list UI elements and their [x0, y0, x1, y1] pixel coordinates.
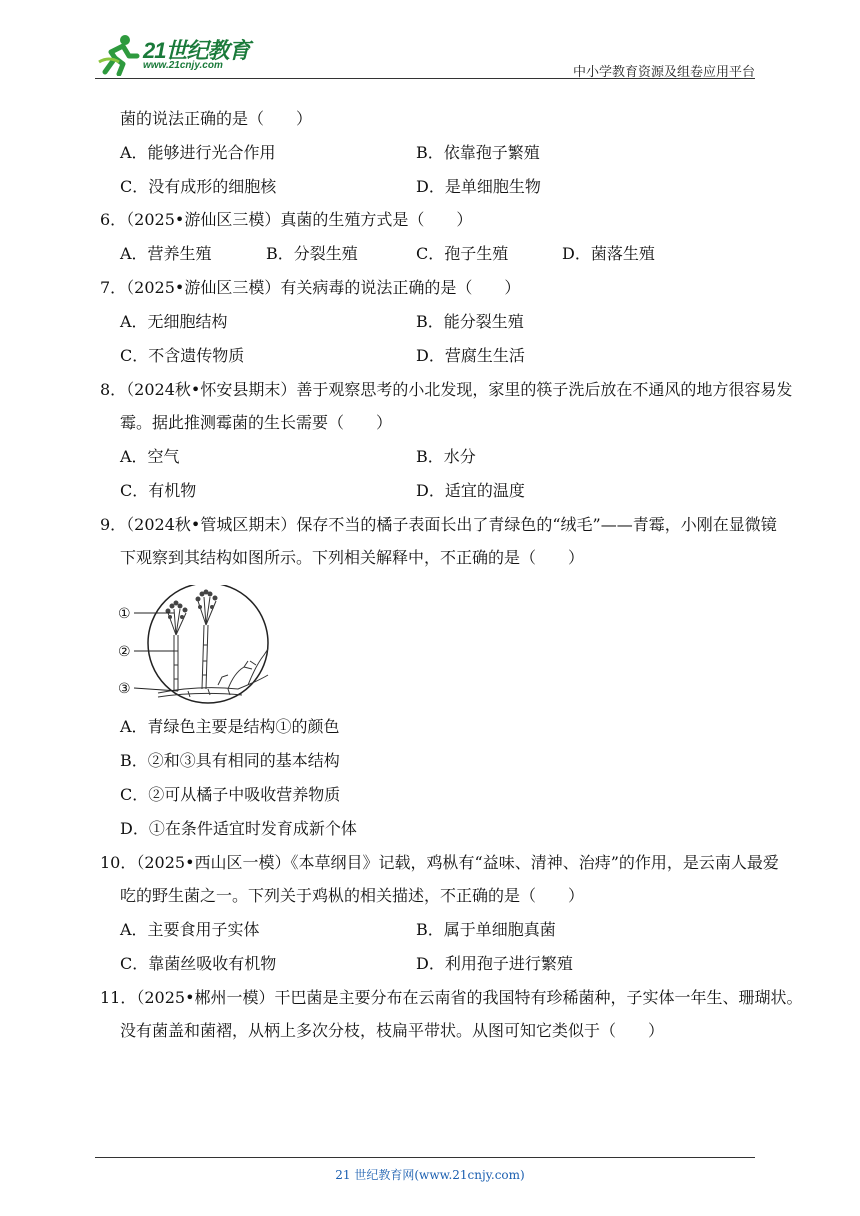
q9-stem-line2: 下观察到其结构如图所示。下列相关解释中，不正确的是（ ） — [120, 548, 585, 567]
q10-option-b[interactable]: B．属于单细胞真菌 — [416, 920, 556, 939]
q9-stem-line1: 9．（2024秋•管城区期末）保存不当的橘子表面长出了青绿色的“绒毛”——青霉，小刚在显微镜 — [100, 515, 777, 534]
q5-stem: 菌的说法正确的是（ ） — [120, 109, 313, 128]
q10-option-c[interactable]: C．靠菌丝吸收有机物 — [120, 954, 277, 973]
q7-option-c[interactable]: C．不含遗传物质 — [120, 346, 245, 365]
q10-stem-line1: 10．（2025•西山区一模）《本草纲目》记载，鸡枞有“益味、清神、治痔”的作用，是云南人最爱 — [100, 853, 779, 872]
q9-option-b[interactable]: B．②和③具有相同的基本结构 — [120, 751, 340, 770]
footer-link[interactable]: 21 世纪教育网(www.21cnjy.com) — [335, 1168, 525, 1182]
q6-option-b[interactable]: B．分裂生殖 — [266, 244, 358, 263]
q5-option-a[interactable]: A．能够进行光合作用 — [120, 143, 276, 162]
q9-option-d[interactable]: D．①在条件适宜时发育成新个体 — [120, 819, 357, 838]
q7-stem: 7．（2025•游仙区三模）有关病毒的说法正确的是（ ） — [100, 278, 521, 297]
q9-option-a[interactable]: A．青绿色主要是结构①的颜色 — [120, 717, 340, 736]
q6-option-c[interactable]: C．孢子生殖 — [416, 244, 509, 263]
q8-stem-line1: 8．（2024秋•怀安县期末）善于观察思考的小北发现，家里的筷子洗后放在不通风的地方很容易发 — [100, 380, 793, 399]
q7-option-b[interactable]: B．能分裂生殖 — [416, 312, 524, 331]
q5-option-d[interactable]: D．是单细胞生物 — [416, 177, 541, 196]
site-logo[interactable] — [95, 32, 265, 76]
q5-option-b[interactable]: B．依靠孢子繁殖 — [416, 143, 540, 162]
figure-label-1: ① — [118, 606, 131, 622]
q10-option-d[interactable]: D．利用孢子进行繁殖 — [416, 954, 573, 973]
figure-label-2: ② — [118, 644, 131, 660]
q8-option-a[interactable]: A．空气 — [120, 447, 180, 466]
penicillium-structure-diagram — [118, 585, 278, 705]
q9-option-c[interactable]: C．②可从橘子中吸收营养物质 — [120, 785, 341, 804]
platform-name: 中小学教育资源及组卷应用平台 — [572, 65, 755, 80]
q5-option-c[interactable]: C．没有成形的细胞核 — [120, 177, 277, 196]
q8-stem-line2: 霉。据此推测霉菌的生长需要（ ） — [120, 413, 393, 432]
q6-stem: 6．（2025•游仙区三模）真菌的生殖方式是（ ） — [100, 210, 473, 229]
page-header — [95, 30, 755, 79]
q6-option-a[interactable]: A．营养生殖 — [120, 244, 212, 263]
q8-option-d[interactable]: D．适宜的温度 — [416, 481, 525, 500]
q10-option-a[interactable]: A．主要食用子实体 — [120, 920, 260, 939]
q10-stem-line2: 吃的野生菌之一。下列关于鸡枞的相关描述，不正确的是（ ） — [120, 886, 585, 905]
logo-text: 21世纪教育 — [143, 38, 250, 63]
q8-option-c[interactable]: C．有机物 — [120, 481, 197, 500]
q8-option-b[interactable]: B．水分 — [416, 447, 476, 466]
q7-option-d[interactable]: D．营腐生生活 — [416, 346, 525, 365]
q6-option-d[interactable]: D．菌落生殖 — [562, 244, 655, 263]
penicillium-figure — [118, 585, 278, 705]
q11-stem-line1: 11．（2025•郴州一模）干巴菌是主要分布在云南省的我国特有珍稀菌种，子实体一年生、珊瑚状。 — [100, 988, 803, 1007]
footer-divider — [95, 1157, 755, 1158]
q7-option-a[interactable]: A．无细胞结构 — [120, 312, 228, 331]
figure-label-3: ③ — [118, 681, 131, 697]
logo-url: www.21cnjy.com — [143, 60, 223, 71]
runner-logo-icon — [95, 32, 141, 76]
q11-stem-line2: 没有菌盖和菌褶，从柄上多次分枝，枝扁平带状。从图可知它类似于（ ） — [120, 1021, 665, 1040]
